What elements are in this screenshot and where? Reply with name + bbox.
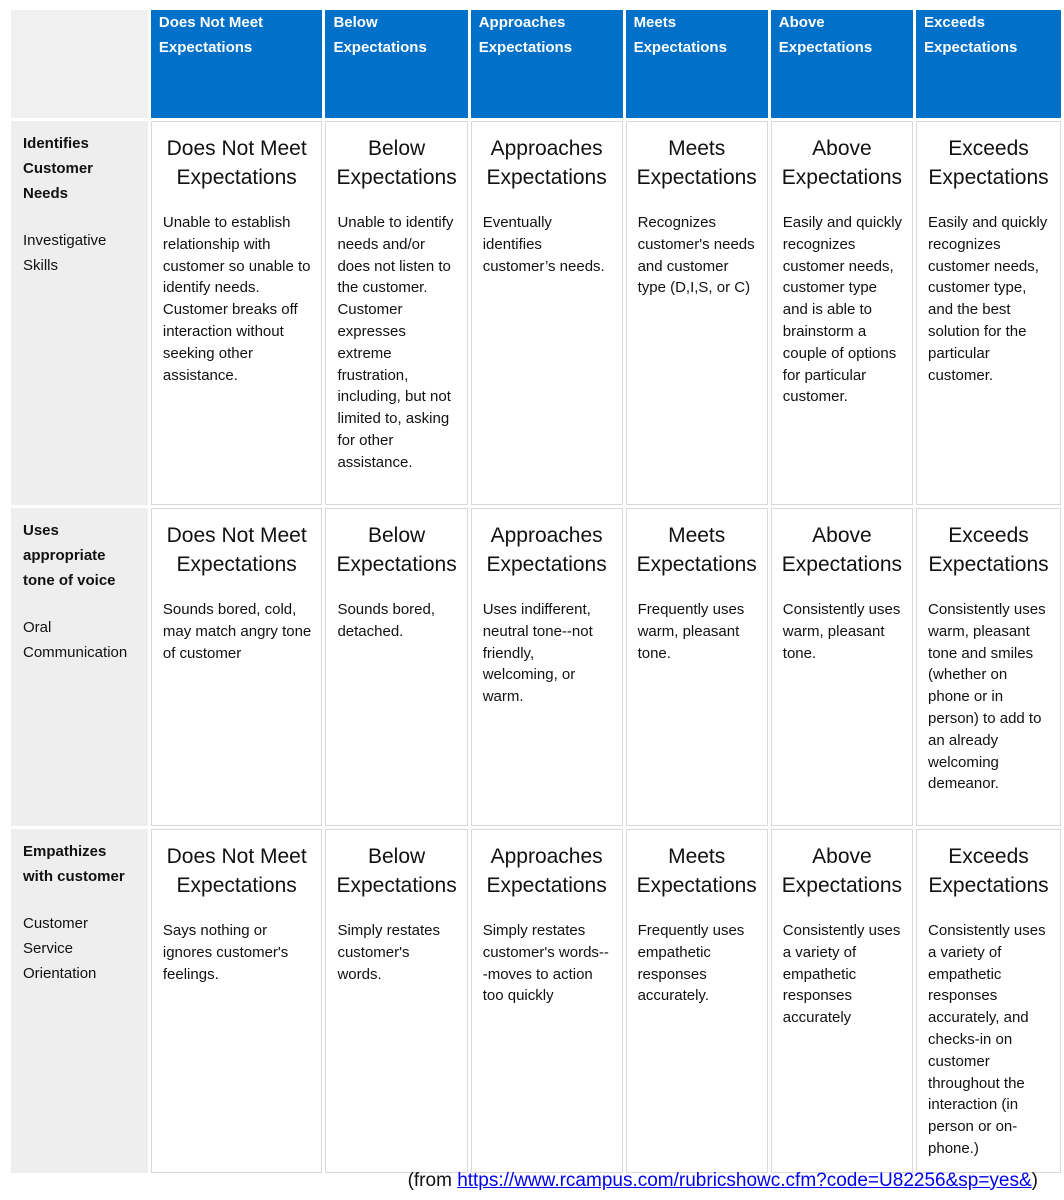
- cell-description: Uses indifferent, neutral tone--not friendly, welcoming, or warm.: [482, 601, 593, 706]
- criterion-skill: Oral Communication: [23, 619, 128, 661]
- cell-description: Simply restates customer's words.: [337, 922, 440, 983]
- column-header: Approaches Expectations: [471, 10, 623, 118]
- rubric-cell: [916, 508, 1061, 826]
- rubric-cell: [471, 829, 623, 1173]
- cell-description: Easily and quickly recognizes customer needs, customer type, and the best solution for the particular customer.: [928, 214, 1048, 384]
- rubric-cell: [151, 121, 323, 505]
- column-header: Meets Expectations: [626, 10, 768, 118]
- criterion-title: Identifies Customer Needs: [23, 135, 94, 202]
- rubric-cell: [325, 829, 467, 1173]
- source-citation: [408, 1169, 1038, 1193]
- cell-description: Consistently uses a variety of empathetic responses accurately, and checks-in on customer throughout the interaction (in person or on-phone.): [928, 922, 1046, 1157]
- cell-level: Does Not Meet Expectations: [166, 137, 307, 189]
- rubric-cell: [771, 508, 913, 826]
- cell-level: Approaches Expectations: [486, 137, 607, 189]
- cell-level: Meets Expectations: [636, 524, 757, 576]
- cell-level: Exceeds Expectations: [928, 845, 1049, 897]
- cell-level: Approaches Expectations: [486, 845, 607, 897]
- cell-description: Unable to establish relationship with customer so unable to identify needs. Customer breaks off interaction without seeking other assistance.: [162, 214, 311, 384]
- rubric-row: [11, 829, 1061, 1173]
- column-header: Does Not Meet Expectations: [151, 10, 323, 118]
- criterion-title: Uses appropriate tone of voice: [23, 522, 116, 589]
- cell-description: Frequently uses warm, pleasant tone.: [637, 601, 745, 662]
- cell-description: Unable to identify needs and/or does not listen to the customer. Customer expresses extreme frustration, including, but not limited to, asking for other assistance.: [337, 214, 454, 471]
- cell-description: Consistently uses warm, pleasant tone.: [782, 601, 901, 662]
- rubric-cell: [325, 121, 467, 505]
- rubric-cell: [151, 508, 323, 826]
- rubric-cell: [471, 508, 623, 826]
- cell-description: Simply restates customer's words---moves to action too quickly: [482, 922, 609, 1005]
- cell-description: Easily and quickly recognizes customer needs, customer type and is able to brainstorm a couple of options for particular customer.: [782, 214, 903, 406]
- cell-description: Consistently uses a variety of empathetic responses accurately: [782, 922, 901, 1027]
- cell-level: Meets Expectations: [636, 845, 757, 897]
- source-suffix: ): [1031, 1170, 1038, 1191]
- rubric-cell: [325, 508, 467, 826]
- cell-level: Below Expectations: [336, 137, 457, 189]
- cell-level: Exceeds Expectations: [928, 524, 1049, 576]
- cell-level: Does Not Meet Expectations: [166, 524, 307, 576]
- cell-level: Exceeds Expectations: [928, 137, 1049, 189]
- cell-description: Says nothing or ignores customer's feelings.: [162, 922, 289, 983]
- column-header: Exceeds Expectations: [916, 10, 1061, 118]
- rubric-cell: [471, 121, 623, 505]
- rubric-cell: [626, 121, 768, 505]
- rubric-cell: [916, 829, 1061, 1173]
- cell-description: Eventually identifies customer’s needs.: [482, 214, 605, 275]
- source-prefix: (from: [407, 1170, 458, 1191]
- corner-cell: [11, 10, 148, 118]
- rubric-cell: [626, 508, 768, 826]
- cell-description: Recognizes customer's needs and customer type (D,I,S, or C): [637, 214, 755, 297]
- rubric-cell: [151, 829, 323, 1173]
- rubric-cell: [916, 121, 1061, 505]
- criterion-skill: Customer Service Orientation: [23, 915, 97, 982]
- cell-level: Approaches Expectations: [486, 524, 607, 576]
- source-link[interactable]: https://www.rcampus.com/rubricshowc.cfm?code=U82256&sp=yes&: [457, 1170, 1032, 1191]
- cell-description: Frequently uses empathetic responses accurately.: [637, 922, 745, 1005]
- cell-level: Does Not Meet Expectations: [166, 845, 307, 897]
- cell-level: Meets Expectations: [636, 137, 757, 189]
- cell-level: Below Expectations: [336, 524, 457, 576]
- rubric-row: [11, 508, 1061, 826]
- criterion-skill: Investigative Skills: [23, 232, 107, 274]
- rubric-cell: [626, 829, 768, 1173]
- column-header: Below Expectations: [325, 10, 467, 118]
- column-header: Above Expectations: [771, 10, 913, 118]
- rubric-row: [11, 121, 1061, 505]
- cell-level: Above Expectations: [781, 137, 903, 189]
- cell-description: Sounds bored, cold, may match angry tone of customer: [162, 601, 312, 662]
- criterion-cell: [11, 121, 148, 505]
- criterion-cell: [11, 508, 148, 826]
- header-row: [11, 10, 1061, 118]
- rubric-cell: [771, 829, 913, 1173]
- cell-level: Above Expectations: [781, 845, 903, 897]
- cell-level: Below Expectations: [336, 845, 457, 897]
- cell-description: Consistently uses warm, pleasant tone and smiles (whether on phone or in person) to add to an already welcoming demeanor.: [928, 601, 1046, 793]
- criterion-title: Empathizes with customer: [23, 843, 125, 885]
- cell-level: Above Expectations: [781, 524, 903, 576]
- criterion-cell: [11, 829, 148, 1173]
- cell-description: Sounds bored, detached.: [337, 601, 436, 640]
- rubric-cell: [771, 121, 913, 505]
- rubric-table: [8, 7, 1064, 1176]
